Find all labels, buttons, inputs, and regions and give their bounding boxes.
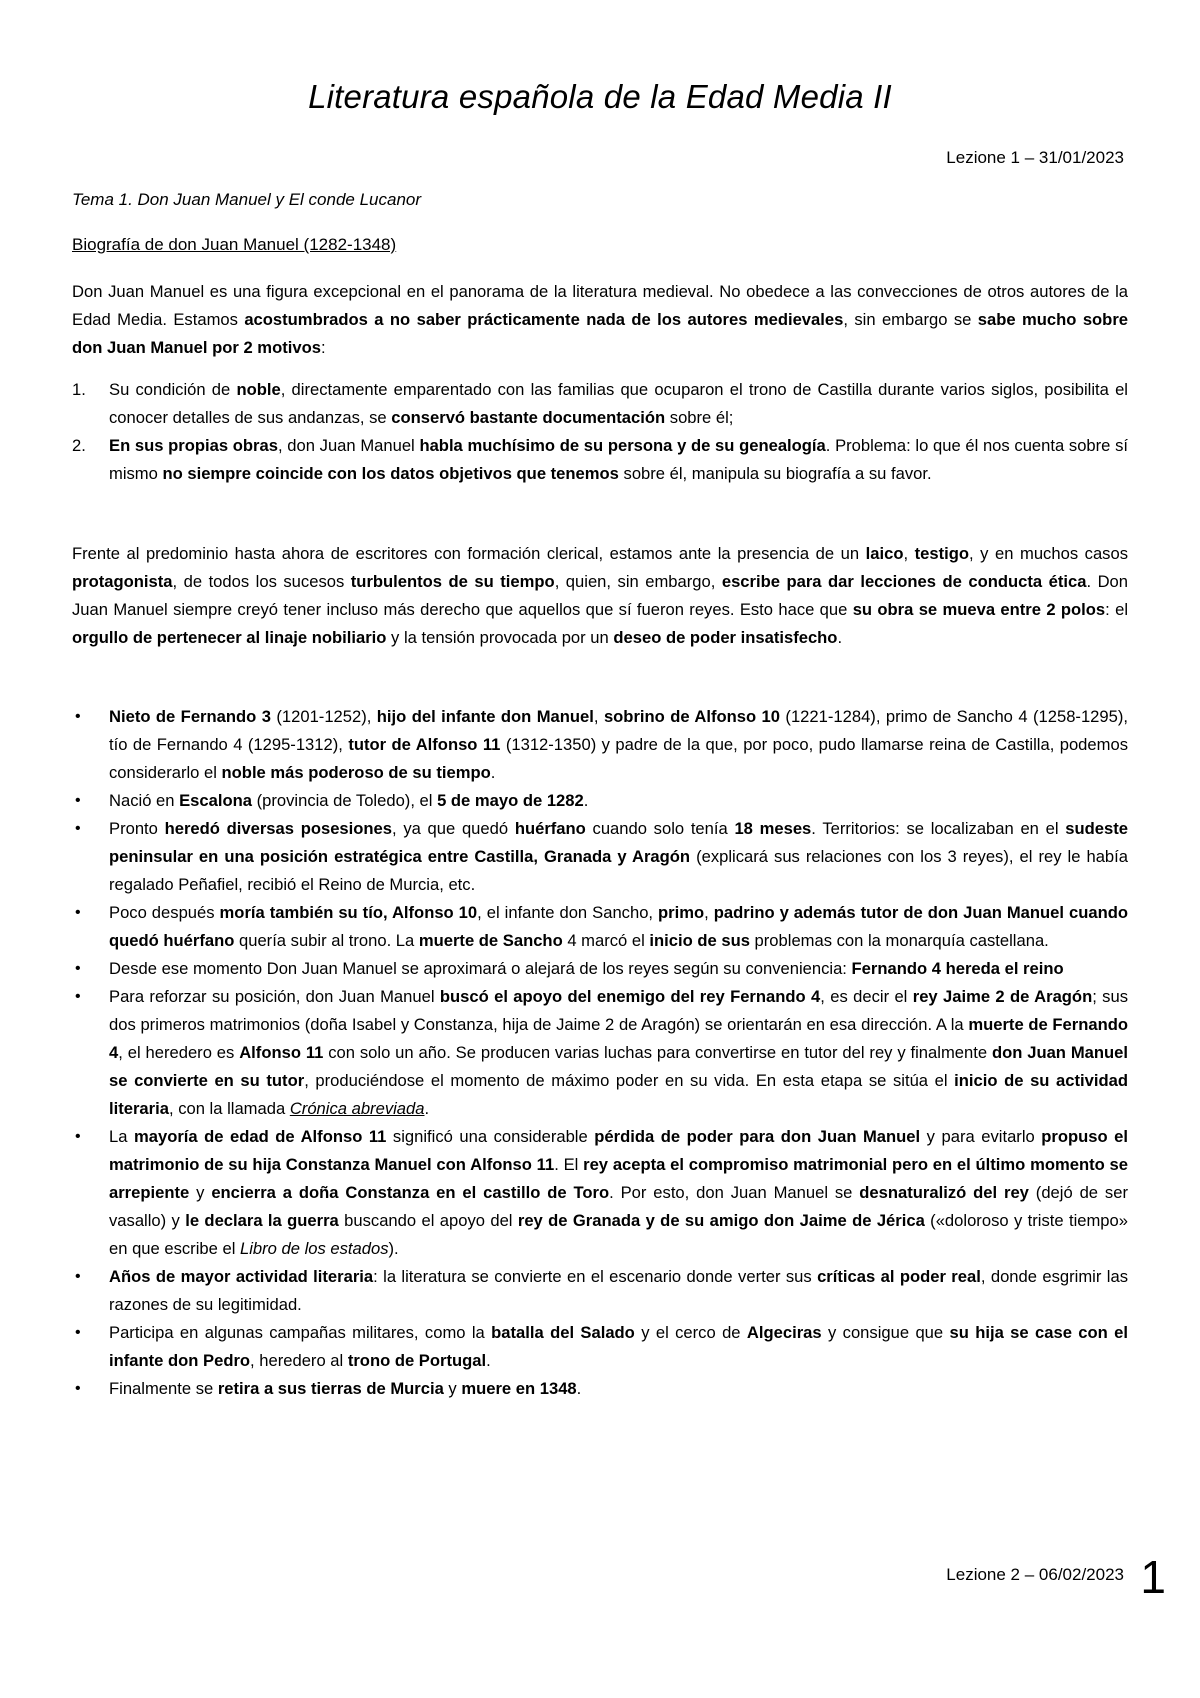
- bullet-text-run: (1312-1350) y padre de la que, por poco, pudo llamarse reina de Castilla, podemos considerarlo el: [109, 735, 1128, 782]
- bullet-text-run: y el cerco de: [634, 1323, 747, 1342]
- bullet-text-run: muere en 1348: [461, 1379, 577, 1398]
- p1-run: sabe mucho sobre don Juan Manuel por 2 motivos: [72, 310, 1129, 357]
- bullet-text-run: Fernando 4 hereda el reino: [851, 959, 1064, 978]
- bullet-text-run: (provincia de Toledo), el: [251, 791, 438, 810]
- bullet-item: [72, 899, 1128, 955]
- reason-text-run: habla muchísimo de su persona y de su genealogía: [419, 436, 826, 455]
- bullet-text-run: y: [443, 1379, 462, 1398]
- bullet-text-run: Para reforzar su posición, don Juan Manuel: [109, 987, 440, 1006]
- bullet-text-run: y: [189, 1183, 212, 1202]
- bullet-text-run: primo: [658, 903, 705, 922]
- bullet-text-run: , con la llamada: [168, 1099, 290, 1118]
- p2-run: , quien, sin embargo,: [554, 572, 722, 591]
- bullet-text-run: , el infante don Sancho,: [477, 903, 659, 922]
- bullet-text-run: Crónica abreviada: [289, 1099, 425, 1118]
- bullet-text-run: hijo del infante don Manuel: [376, 707, 594, 726]
- bullet-text-run: Finalmente se: [109, 1379, 218, 1398]
- bullet-text-run: rey de Granada y de su amigo don Jaime de Jérica: [517, 1211, 925, 1230]
- bullet-text-run: 5 de mayo de 1282: [437, 791, 584, 810]
- p2-run: y la tensión provocada por un: [386, 628, 614, 647]
- reason-text-run: Su condición de: [109, 380, 237, 399]
- reason-number: 2.: [72, 436, 86, 455]
- bullet-text-run: buscando el apoyo del: [338, 1211, 518, 1230]
- bullet-text-run: .: [486, 1351, 491, 1370]
- reason-text-run: sobre él;: [665, 408, 734, 427]
- p2-run: deseo de poder insatisfecho: [613, 628, 838, 647]
- bullet-text-run: sudeste peninsular en una posición estratégica entre Castilla, Granada y Aragón: [109, 819, 1128, 866]
- bullet-text-run: , ya que quedó: [392, 819, 515, 838]
- bullet-text-run: (1221-1284), primo de Sancho 4 (1258-1295), tío de Fernando 4 (1295-1312),: [109, 707, 1128, 754]
- bullet-text-run: . Territorios: se localizaban en el: [811, 819, 1066, 838]
- reason-text-run: noble: [236, 380, 281, 399]
- bullet-text-run: y consigue que: [821, 1323, 950, 1342]
- bullet-text-run: («doloroso y triste tiempo» en que escribe el: [109, 1211, 1128, 1258]
- bullet-text-run: .: [576, 1379, 582, 1398]
- p2-run: : el: [1105, 600, 1129, 619]
- bullet-icon: •: [75, 820, 81, 837]
- bullet-text-run: , el heredero es: [118, 1043, 240, 1062]
- p1-run: acostumbrados a no saber prácticamente nada de los autores medievales: [244, 310, 844, 329]
- bullet-text-run: Pronto: [109, 819, 165, 838]
- bullet-text-run: rey acepta el compromiso matrimonial pero en el último momento se arrepiente: [109, 1155, 1128, 1202]
- p2-run: turbulentos de su tiempo: [350, 572, 555, 591]
- bullet-item: [72, 787, 1128, 815]
- p2-run: testigo: [914, 544, 970, 563]
- bullet-text-run: noble más poderoso de su tiempo: [221, 763, 491, 782]
- bullet-text-run: (dejó de ser vasallo) y: [109, 1183, 1128, 1230]
- bullet-text-run: pérdida de poder para don Juan Manuel: [594, 1127, 921, 1146]
- bullet-text-run: , es decir el: [820, 987, 913, 1006]
- bullet-text-run: cuando solo tenía: [585, 819, 735, 838]
- bullet-text-run: inicio de su actividad literaria: [109, 1071, 1128, 1118]
- bullet-icon: •: [75, 960, 81, 977]
- bullet-icon: •: [75, 1380, 81, 1397]
- bullet-text-run: Poco después: [109, 903, 220, 922]
- bullet-text-run: padrino y además tutor de don Juan Manuel cuando quedó huérfano: [109, 903, 1128, 950]
- p1-run: Don Juan Manuel es una figura excepcional en el panorama de la literatura medieval. No obedece a las convecciones de otros autores de la Edad Media. Estamos: [72, 282, 1128, 329]
- bullet-text-run: Escalona: [179, 791, 252, 810]
- biography-heading: Biografía de don Juan Manuel (1282-1348): [72, 235, 397, 254]
- bullet-icon: •: [75, 1128, 81, 1145]
- intro-paragraph: [72, 278, 1128, 362]
- bullet-item: [72, 815, 1128, 899]
- bullet-text-run: , produciéndose el momento de máximo poder en su vida. En esta etapa se sitúa el: [304, 1071, 955, 1090]
- bullet-text-run: críticas al poder real: [817, 1267, 981, 1286]
- bullet-text-run: , heredero al: [250, 1351, 348, 1370]
- reason-text-run: . Problema: lo que él nos cuenta sobre sí mismo: [109, 436, 1129, 483]
- bullet-text-run: Libro de los estados: [240, 1239, 389, 1258]
- bullet-text-run: Desde ese momento Don Juan Manuel se aproximará o alejará de los reyes según su conveniencia:: [109, 959, 852, 978]
- bullet-text-run: heredó diversas posesiones: [164, 819, 392, 838]
- bullet-text-run: desnaturalizó del rey: [859, 1183, 1029, 1202]
- bullet-text-run: con solo un año. Se producen varias luchas para convertirse en tutor del rey y finalmente: [323, 1043, 992, 1062]
- bullet-text-run: muerte de Fernando 4: [109, 1015, 1129, 1062]
- p2-run: ,: [903, 544, 915, 563]
- bullet-text-run: su hija se case con el infante don Pedro: [109, 1323, 1128, 1370]
- bullet-text-run: buscó el apoyo del enemigo del rey Fernando 4: [439, 987, 821, 1006]
- p2-run: , de todos los sucesos: [172, 572, 351, 591]
- p2-run: Frente al predominio hasta ahora de escritores con formación clerical, estamos ante la presencia de un: [72, 544, 866, 563]
- bullet-text-run: Algeciras: [746, 1323, 822, 1342]
- reason-text-run: En sus propias obras: [109, 436, 278, 455]
- bullet-text-run: .: [490, 763, 496, 782]
- bullet-text-run: : la literatura se convierte en el escenario donde verter sus: [373, 1267, 818, 1286]
- p2-run: laico: [865, 544, 904, 563]
- bullet-text-run: retira a sus tierras de Murcia: [217, 1379, 444, 1398]
- bullet-text-run: Alfonso 11: [239, 1043, 324, 1062]
- bullet-text-run: ; sus dos primeros matrimonios (doña Isabel y Constanza, hija de Jaime 2 de Aragón) se orientarán en esa dirección. A la: [109, 987, 1128, 1034]
- reason-text-run: sobre él, manipula su biografía a su favor.: [618, 464, 932, 483]
- bullet-icon: •: [75, 1268, 81, 1285]
- bullet-text-run: La: [109, 1127, 134, 1146]
- biography-bullet-list: [72, 703, 1128, 1403]
- bullet-text-run: . Por esto, don Juan Manuel se: [609, 1183, 860, 1202]
- p1-run: :: [320, 338, 326, 357]
- bullet-icon: •: [75, 988, 81, 1005]
- lesson-date-2: Lezione 2 – 06/02/2023: [946, 1565, 1124, 1584]
- bullet-icon: •: [75, 1324, 81, 1341]
- bullet-text-run: . El: [554, 1155, 584, 1174]
- page-number: 1: [1140, 1551, 1166, 1603]
- p1-run: , sin embargo se: [843, 310, 978, 329]
- bullet-text-run: 4 marcó el: [562, 931, 650, 950]
- p2-run: escribe para dar lecciones de conducta ética: [721, 572, 1087, 591]
- reason-item: [72, 376, 1128, 432]
- p2-run: protagonista: [72, 572, 173, 591]
- p2-run: su obra se mueva entre 2 polos: [852, 600, 1106, 619]
- p2-run: . Don Juan Manuel siempre creyó tener incluso más derecho que aquellos que sí fueron reyes. Esto hace que: [72, 572, 1129, 619]
- reasons-list: [72, 376, 1128, 488]
- bullet-text-run: tutor de Alfonso 11: [348, 735, 501, 754]
- reason-item: [72, 432, 1128, 488]
- bullet-text-run: Participa en algunas campañas militares, como la: [109, 1323, 492, 1342]
- context-paragraph: [72, 540, 1128, 652]
- bullet-icon: •: [75, 904, 81, 921]
- bullet-item: [72, 1375, 1128, 1403]
- bullet-text-run: Años de mayor actividad literaria: [109, 1267, 374, 1286]
- bullet-item: [72, 1263, 1128, 1319]
- reason-number: 1.: [72, 380, 86, 399]
- p2-run: .: [837, 628, 843, 647]
- bullet-text-run: ,: [704, 903, 714, 922]
- bullet-icon: •: [75, 708, 81, 725]
- bullet-text-run: y para evitarlo: [920, 1127, 1042, 1146]
- bullet-text-run: quería subir al trono. La: [234, 931, 419, 950]
- bullet-text-run: 18 meses: [734, 819, 812, 838]
- p2-run: orgullo de pertenecer al linaje nobiliario: [72, 628, 387, 647]
- bullet-text-run: encierra a doña Constanza en el castillo de Toro: [211, 1183, 610, 1202]
- bullet-text-run: batalla del Salado: [491, 1323, 635, 1342]
- bullet-text-run: Nació en: [109, 791, 180, 810]
- bullet-text-run: huérfano: [514, 819, 586, 838]
- bullet-text-run: don Juan Manuel se convierte en su tutor: [109, 1043, 1128, 1090]
- bullet-text-run: inicio de sus: [649, 931, 750, 950]
- bullet-item: [72, 1123, 1128, 1263]
- bullet-item: [72, 983, 1128, 1123]
- bullet-text-run: Nieto de Fernando 3: [109, 707, 271, 726]
- bullet-text-run: trono de Portugal: [347, 1351, 487, 1370]
- bullet-item: [72, 703, 1128, 787]
- reason-text-run: , directamente emparentado con las familias que ocuparon el trono de Castilla durante varios siglos, posibilita el conocer detalles de sus andanzas, se: [109, 380, 1128, 427]
- bullet-text-run: le declara la guerra: [185, 1211, 339, 1230]
- topic-heading: Tema 1. Don Juan Manuel y El conde Lucanor: [72, 190, 422, 209]
- reason-text-run: no siempre coincide con los datos objetivos que tenemos: [162, 464, 619, 483]
- bullet-text-run: muerte de Sancho: [418, 931, 563, 950]
- bullet-text-run: propuso el matrimonio de su hija Constanza Manuel con Alfonso 11: [109, 1127, 1128, 1174]
- bullet-text-run: rey Jaime 2 de Aragón: [912, 987, 1093, 1006]
- reason-text-run: , don Juan Manuel: [277, 436, 420, 455]
- bullet-text-run: significó una considerable: [386, 1127, 595, 1146]
- bullet-icon: •: [75, 792, 81, 809]
- bullet-text-run: problemas con la monarquía castellana.: [749, 931, 1049, 950]
- lesson-date-1: Lezione 1 – 31/01/2023: [946, 148, 1124, 167]
- p2-run: , y en muchos casos: [969, 544, 1128, 563]
- bullet-text-run: moría también su tío, Alfonso 10: [219, 903, 478, 922]
- bullet-item: [72, 1319, 1128, 1375]
- bullet-text-run: .: [424, 1099, 430, 1118]
- bullet-text-run: ,: [593, 707, 604, 726]
- bullet-text-run: .: [583, 791, 589, 810]
- bullet-text-run: sobrino de Alfonso 10: [603, 707, 780, 726]
- bullet-text-run: ).: [388, 1239, 399, 1258]
- bullet-text-run: , donde esgrimir las razones de su legitimidad.: [109, 1267, 1128, 1314]
- document-title: Literatura española de la Edad Media II: [308, 78, 892, 115]
- bullet-item: [72, 955, 1128, 983]
- reason-text-run: conservó bastante documentación: [391, 408, 666, 427]
- bullet-text-run: mayoría de edad de Alfonso 11: [133, 1127, 387, 1146]
- bullet-text-run: (1201-1252),: [270, 707, 377, 726]
- bullet-text-run: (explicará sus relaciones con los 3 reyes), el rey le había regalado Peñafiel, recibió el Reino de Murcia, etc.: [109, 847, 1128, 894]
